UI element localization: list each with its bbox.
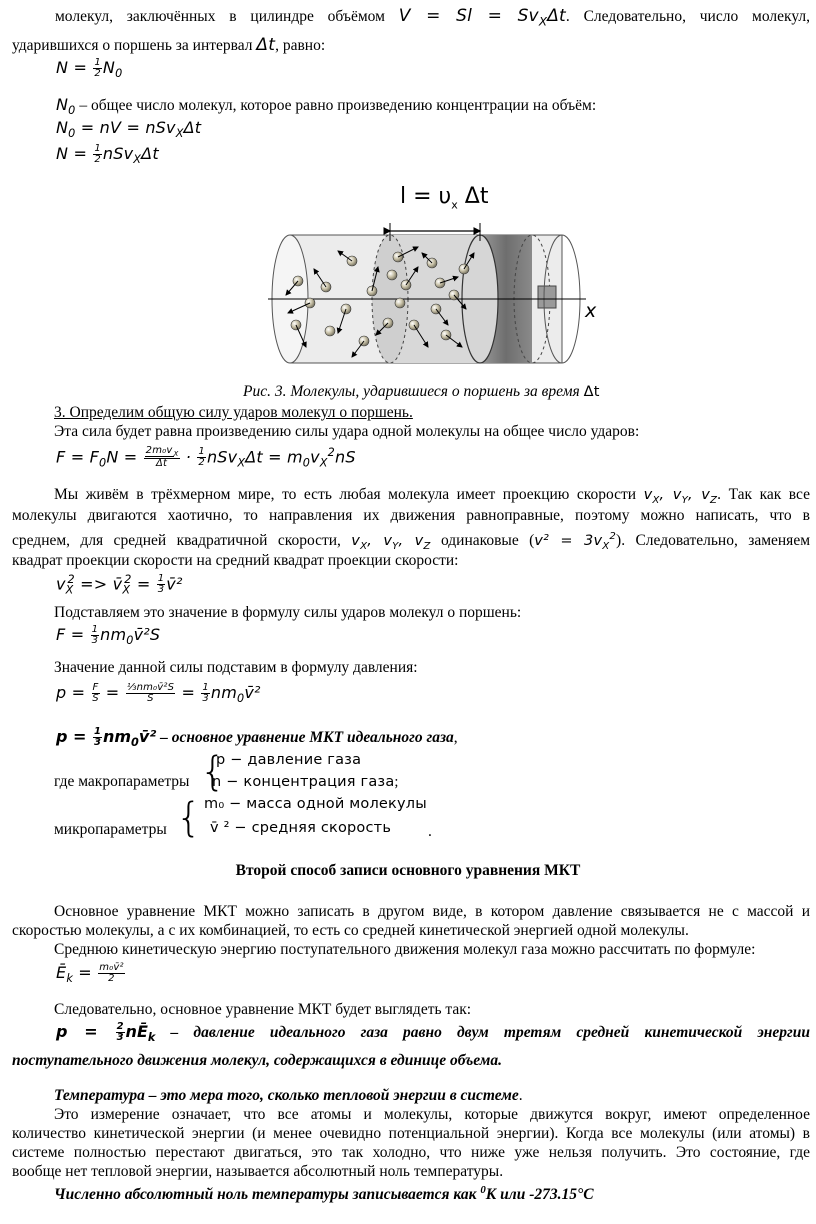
equation-force-2: F = $\frac{1}{3}$ $nm_0v̄^2S$ bbox=[56, 624, 161, 648]
formula-volume: $V = Sl = Sv_X\Delta t$ bbox=[398, 6, 566, 29]
absolute-zero-line: Численно абсолютный ноль температуры записывается как $^0$К или -273.15°С bbox=[54, 1184, 594, 1204]
temp-line1: Это измерение означает, что все атомы и молекулы, которые движутся вокруг, имеют определенное bbox=[54, 1106, 810, 1123]
text-line-2 bbox=[12, 35, 325, 55]
figure-caption: Рис. 3. Молекулы, ударившиеся о поршень за время Δt bbox=[243, 383, 600, 400]
brace-icon: { bbox=[176, 795, 202, 841]
figure-axis-label: x bbox=[585, 300, 597, 322]
equation-pressure-1: p = $\frac{F}{S}$ = $\frac{\text{⅓nm₀v̄²S}}{S}$ = $\frac{1}{3}$ $nm_0v̄^2$ bbox=[56, 682, 261, 706]
micro-params-label: микропараметры bbox=[54, 821, 167, 838]
micro-end: . bbox=[428, 823, 432, 840]
equation-pressure-main: p = $\frac{1}{3}$ $nm_0v̄^2$ – основное уравнение МКТ идеального газа, bbox=[56, 726, 458, 750]
macro-params-label: где макропараметры bbox=[54, 773, 190, 790]
pressure-text: Значение данной силы подставим в формулу давления: bbox=[54, 659, 418, 676]
step3-heading: 3. Определим общую силу ударов молекул о поршень. bbox=[54, 404, 413, 421]
temperature-definition: Температура – это мера того, сколько тепловой энергии в системе. bbox=[54, 1087, 523, 1104]
brace-icon: { bbox=[200, 749, 226, 795]
equation-n-half: N = $\frac{1}{2}$ $N_0$ bbox=[56, 57, 123, 81]
macro-line2: n − концентрация газа; bbox=[212, 774, 399, 790]
section-heading: Второй способ записи основного уравнения МКТ bbox=[235, 862, 581, 879]
para-3d-line2: молекулы двигаются хаотично, то направления их движения равноправные, поэтому можно написать, что в bbox=[12, 507, 810, 524]
para-second-line1: Основное уравнение МКТ можно записать в другом виде, в котором давление связывается не с массой и bbox=[54, 903, 810, 920]
n0-definition: $N_0$ – общее число молекул, которое равно произведению концентрации на объём: bbox=[56, 95, 597, 118]
text-fragment: , равно: bbox=[275, 37, 326, 54]
equation-force: $F = F_0N$ = $\frac{2m_0v_X}{\Delta t}$ · $\frac{1}{2}$ $nSv_X\Delta t = m_0v_X^2nS$ bbox=[56, 445, 356, 470]
text-line-1 bbox=[55, 6, 810, 28]
temp-line3: системе полностью перестают двигаться, это так холодно, что ниже уже нельзя получить. Это состояние, где bbox=[12, 1144, 810, 1161]
equation-velocity: $v_X^2$ => $v̄_X^2$ = $\frac{1}{3}$ v̄² bbox=[56, 573, 183, 597]
equation-n0: $N_0$ = nV = nSv$_X$Δt bbox=[56, 118, 202, 141]
text-fragment: . Следовательно, число молекул, bbox=[565, 8, 810, 25]
formula-dt: Δt bbox=[256, 35, 276, 55]
equation-energy: $Ē_k$ = $\frac{\text{m₀v̄²}}{2}$ bbox=[56, 962, 124, 986]
para-3d-line1: Мы живём в трёхмерном мире, то есть любая молекула имеет проекцию скорости $v_X$, $v_Y$, $v_Z$. Так как все bbox=[54, 486, 810, 506]
macro-line1: p − давление газа bbox=[216, 752, 362, 768]
cylinder-figure bbox=[268, 185, 598, 375]
para-second-line3: Среднюю кинетическую энергию поступательного движения молекул газа можно рассчитать по формуле: bbox=[54, 941, 756, 958]
micro-line2: v̄ ² − средняя скорость bbox=[210, 820, 392, 836]
step3-text: Эта сила будет равна произведению силы удара одной молекулы на общее число ударов: bbox=[54, 423, 640, 440]
equation-pressure-energy: p = $\frac{2}{3}$ $nĒ_k$ – давление идеального газа равно двум третям средней кинетической энергии bbox=[56, 1021, 810, 1045]
pressure-energy-desc: поступательного движения молекул, содержащихся в единице объема. bbox=[12, 1052, 502, 1069]
temp-line4: вообще нет тепловой энергии, называется абсолютный ноль температуры. bbox=[12, 1163, 504, 1180]
therefore-text: Следовательно, основное уравнение МКТ будет выглядеть так: bbox=[54, 1001, 472, 1018]
micro-line1: m₀ − масса одной молекулы bbox=[204, 796, 427, 812]
figure-length-label: $l = \upsilon_x$ Δt bbox=[400, 184, 489, 212]
temp-line2: количество кинетической энергии (и менее очевидно потенциальной энергии). Когда все молекулы (или атомы) в bbox=[12, 1125, 810, 1142]
para-second-line2: скоростью молекулы, а с их комбинацией, то есть со средней кинетической энергией одной молекулы. bbox=[12, 922, 689, 939]
para-3d-line4: квадрат проекции скорости на средний квадрат проекции скорости: bbox=[12, 552, 459, 569]
text-fragment: молекул, заключённых в цилиндре объёмом bbox=[55, 8, 385, 25]
substitute-text: Подставляем это значение в формулу силы ударов молекул о поршень: bbox=[54, 604, 522, 621]
text-fragment: ударившихся о поршень за интервал bbox=[12, 37, 253, 54]
equation-n-full: N = $\frac{1}{2}$ nSv$_X$Δt bbox=[56, 143, 159, 167]
para-3d-line3: среднем, для средней квадратичной скорости, $v_X$, $v_Y$, $v_Z$ одинаковые $(v^2 = 3v_X^2)$. Следовательно, заменяем bbox=[12, 531, 811, 552]
